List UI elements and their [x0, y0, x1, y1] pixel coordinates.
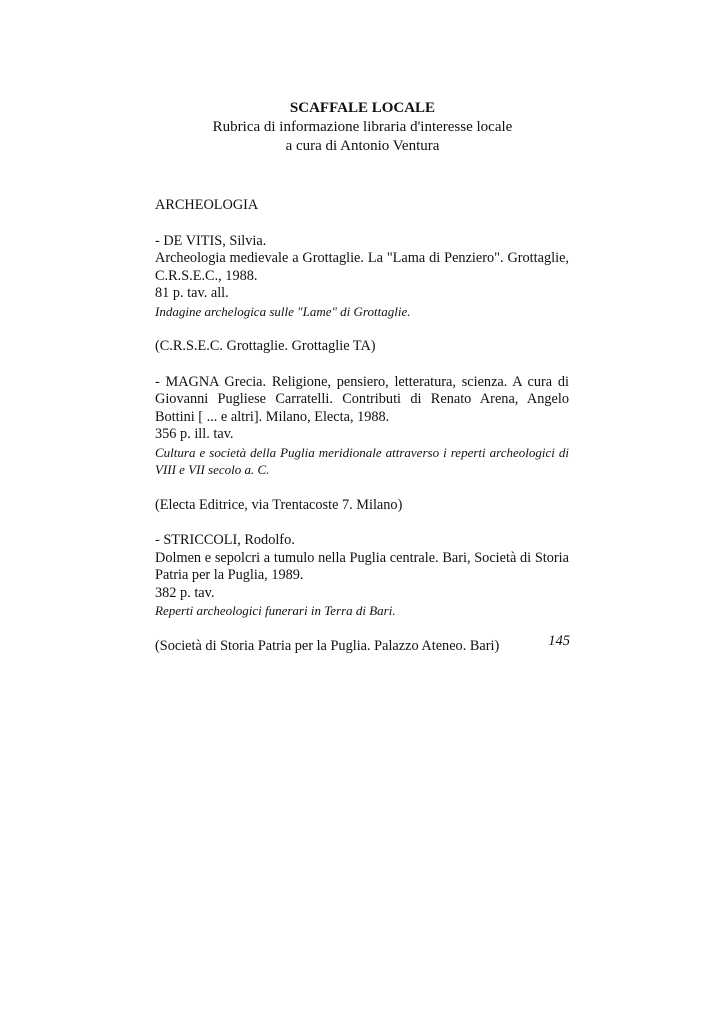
entry-author: - DE VITIS, Silvia. — [155, 232, 267, 249]
entry-description: Dolmen e sepolcri a tumulo nella Puglia centrale. Bari, Società di Storia Patria per la Puglia, 1989. — [155, 549, 569, 583]
bibliography-entry — [155, 374, 569, 479]
column-subtitle: Rubrica di informazione libraria d'interesse locale — [212, 119, 513, 135]
entry-publisher: (C.R.S.E.C. Grottaglie. Grottaglie TA) — [155, 338, 376, 354]
entry-note: Indagine archelogica sulle "Lame" di Grottaglie. — [155, 303, 411, 319]
entry-description: Archeologia medievale a Grottaglie. La "Lama di Penziero". Grottaglie, C.R.S.E.C., 1988. — [155, 250, 569, 284]
entry-publisher: (Società di Storia Patria per la Puglia. Palazzo Ateneo. Bari) — [155, 637, 500, 654]
entry-note: Reperti archeologici funerari in Terra di Bari. — [155, 603, 396, 618]
column-editor: a cura di Antonio Ventura — [285, 138, 440, 154]
column-title: SCAFFALE LOCALE — [289, 100, 436, 116]
page-header — [0, 99, 725, 156]
entry-author: - MAGNA Grecia. Religione, pensiero, letteratura, scienza. A cura di Giovanni Pugliese Carratelli. Contributi di Renato Arena, Angelo Bottini [ ... e altri]. Milano, Electa, 1988. — [155, 373, 569, 425]
bibliography-content — [155, 197, 569, 673]
section-heading: ARCHEOLOGIA — [155, 197, 259, 213]
bibliography-entry — [155, 233, 569, 321]
page-number: 145 — [548, 633, 570, 649]
entry-pages: 382 p. tav. — [155, 584, 215, 601]
entry-pages: 81 p. tav. all. — [155, 285, 229, 301]
entry-note: Cultura e società della Puglia meridionale attraverso i reperti archeologici di VIII e VII secolo a. C. — [155, 444, 569, 477]
entry-pages: 356 p. ill. tav. — [155, 426, 234, 442]
entry-publisher: (Electa Editrice, via Trentacoste 7. Milano) — [155, 496, 403, 513]
entry-author: - STRICCOLI, Rodolfo. — [155, 532, 295, 548]
bibliography-entry — [155, 532, 569, 620]
